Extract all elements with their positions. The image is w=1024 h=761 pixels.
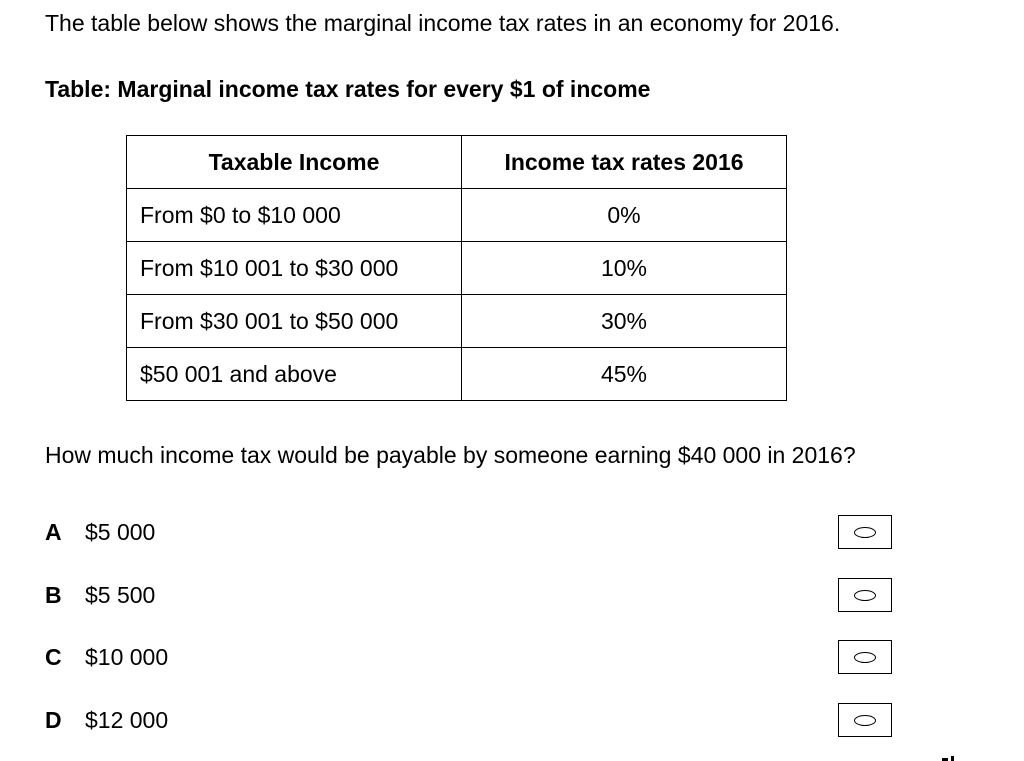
income-bracket-cell: From $10 001 to $30 000 bbox=[127, 242, 462, 295]
option-b bbox=[45, 580, 155, 610]
answer-box-a[interactable] bbox=[838, 515, 892, 549]
option-letter: C bbox=[45, 644, 62, 670]
answer-box-d[interactable] bbox=[838, 703, 892, 737]
table-row bbox=[127, 348, 787, 401]
income-bracket-cell: From $30 001 to $50 000 bbox=[127, 295, 462, 348]
option-letter: A bbox=[45, 519, 62, 545]
option-a bbox=[45, 517, 155, 547]
option-d bbox=[45, 705, 168, 735]
option-text: $12 000 bbox=[85, 707, 169, 733]
tax-rate-cell: 30% bbox=[462, 295, 787, 348]
option-letter: D bbox=[45, 707, 62, 733]
answer-box-c[interactable] bbox=[838, 640, 892, 674]
tax-rate-cell: 0% bbox=[462, 189, 787, 242]
income-bracket-cell: $50 001 and above bbox=[127, 348, 462, 401]
cropped-marks-bracket bbox=[942, 755, 960, 761]
answer-oval-icon bbox=[854, 652, 876, 663]
tax-rate-cell: 10% bbox=[462, 242, 787, 295]
table-caption: Table: Marginal income tax rates for every $1 of income bbox=[45, 76, 651, 102]
option-letter: B bbox=[45, 582, 62, 608]
answer-oval-icon bbox=[854, 527, 876, 538]
answer-oval-icon bbox=[854, 715, 876, 726]
tax-rate-cell: 45% bbox=[462, 348, 787, 401]
option-text: $5 000 bbox=[85, 519, 156, 545]
digit-stroke bbox=[951, 756, 954, 761]
option-c bbox=[45, 642, 168, 672]
income-bracket-cell: From $0 to $10 000 bbox=[127, 189, 462, 242]
intro-text: The table below shows the marginal income tax rates in an economy for 2016. bbox=[45, 10, 841, 36]
answer-oval-icon bbox=[854, 590, 876, 601]
table-row bbox=[127, 295, 787, 348]
option-text: $5 500 bbox=[85, 582, 156, 608]
tax-rates-table bbox=[126, 135, 787, 401]
question-text: How much income tax would be payable by someone earning $40 000 in 2016? bbox=[45, 442, 856, 468]
header-income-tax-rates: Income tax rates 2016 bbox=[462, 136, 787, 189]
table-row bbox=[127, 189, 787, 242]
header-taxable-income: Taxable Income bbox=[127, 136, 462, 189]
answer-box-b[interactable] bbox=[838, 578, 892, 612]
table-header-row bbox=[127, 136, 787, 189]
table-row bbox=[127, 242, 787, 295]
option-text: $10 000 bbox=[85, 644, 169, 670]
